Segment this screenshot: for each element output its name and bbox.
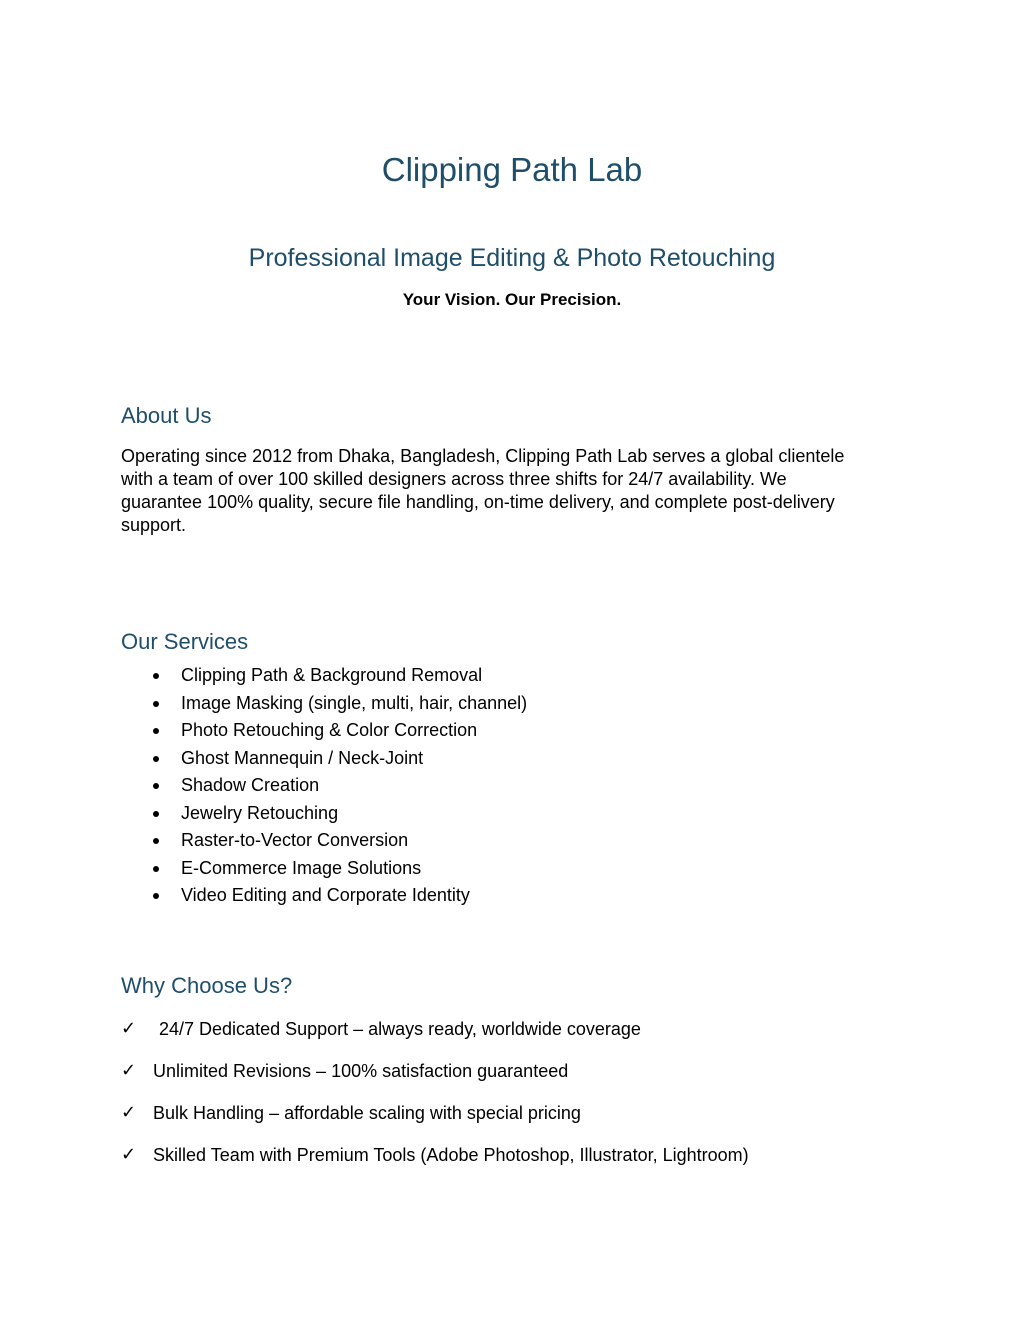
why-item-label: Skilled Team with Premium Tools (Adobe Photoshop, Illustrator, Lightroom)	[153, 1145, 749, 1165]
service-item	[121, 827, 527, 855]
service-item	[121, 772, 527, 800]
service-item	[121, 855, 527, 883]
page-title: Clipping Path Lab	[381, 151, 643, 188]
service-item	[121, 717, 527, 745]
bullet-icon	[153, 728, 159, 734]
page-subtitle: Professional Image Editing & Photo Retouching	[248, 244, 776, 272]
service-item-label: Shadow Creation	[181, 775, 320, 795]
about-heading: About Us	[121, 403, 212, 428]
service-item-label: Photo Retouching & Color Correction	[181, 720, 478, 740]
service-item-label: Clipping Path & Background Removal	[181, 665, 483, 685]
service-item-label: Jewelry Retouching	[181, 802, 339, 823]
bullet-icon	[153, 893, 159, 899]
why-heading: Why Choose Us?	[121, 973, 293, 998]
service-item	[121, 662, 527, 690]
service-item-label: Raster-to-Vector Conversion	[181, 830, 409, 850]
bullet-icon	[153, 701, 159, 707]
about-paragraph: Operating since 2012 from Dhaka, Bangladesh, Clipping Path Lab serves a global clientele with a team of over 100 skilled designers across three shifts for 24/7 availability. We guarantee 100% quality, secure file handling, on-time delivery, and complete post-delivery support.	[121, 446, 845, 535]
bullet-icon	[153, 756, 159, 762]
check-icon: ✓	[121, 1060, 137, 1081]
check-icon: ✓	[121, 1144, 137, 1165]
service-item-label: E-Commerce Image Solutions	[181, 857, 422, 878]
bullet-icon	[153, 866, 159, 872]
bullet-icon	[153, 838, 159, 844]
check-icon: ✓	[121, 1102, 137, 1123]
service-item	[121, 745, 527, 773]
service-item-label: Ghost Mannequin / Neck-Joint	[181, 747, 424, 768]
service-item	[121, 690, 527, 718]
why-item-label: Unlimited Revisions – 100% satisfaction guaranteed	[153, 1061, 569, 1081]
tagline: Your Vision. Our Precision.	[402, 290, 622, 309]
service-item	[121, 800, 527, 828]
service-item	[121, 882, 527, 910]
check-icon: ✓	[121, 1018, 137, 1039]
bullet-icon	[153, 673, 159, 679]
service-item-label: Video Editing and Corporate Identity	[181, 885, 470, 905]
why-item-label: Bulk Handling – affordable scaling with special pricing	[153, 1103, 581, 1123]
bullet-icon	[153, 811, 159, 817]
service-item-label: Image Masking (single, multi, hair, channel)	[181, 692, 528, 713]
why-item-label: 24/7 Dedicated Support – always ready, worldwide coverage	[159, 1019, 641, 1039]
services-list	[121, 662, 527, 910]
bullet-icon	[153, 783, 159, 789]
services-heading: Our Services	[121, 629, 249, 654]
